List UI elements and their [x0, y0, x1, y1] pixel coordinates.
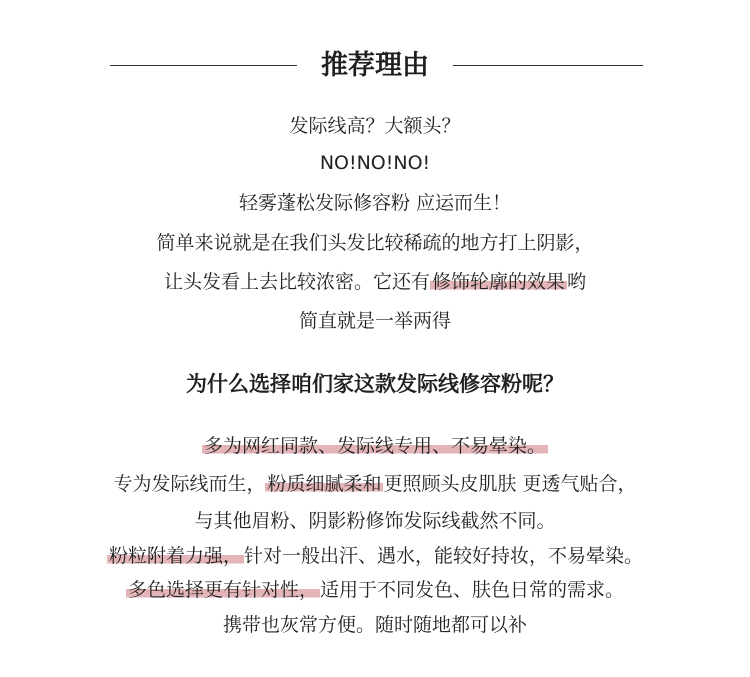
intro-line-4: 简单来说就是在我们头发比较稀疏的地方打上阴影， — [156, 232, 594, 254]
intro-line-3: 轻雾蓬松发际修容粉 应运而生！ — [238, 192, 512, 214]
why-line-5-highlight: 多色选择更有针对性， — [127, 579, 318, 601]
intro-line-1: 发际线高？大额头？ — [289, 115, 461, 137]
section-header — [0, 44, 750, 88]
intro-line-5 — [0, 268, 750, 296]
why-line-2-rest: 更照顾头皮肌肤 更透气贴合， — [383, 473, 637, 495]
why-line-4-rest: 针对一般出汗、遇水，能较好持妆，不易晕染。 — [244, 545, 644, 567]
why-line-4-highlight: 粉粒附着力强， — [108, 545, 242, 567]
why-heading: 为什么选择咱们家这款发际线修容粉呢？ — [186, 372, 564, 396]
why-line-4 — [0, 542, 750, 570]
why-line-2-highlight: 粉质细腻柔和 — [267, 473, 382, 495]
why-line-5-rest: 适用于不同发色、肤色日常的需求。 — [320, 579, 625, 601]
intro-line-5-text: 让头发看上去比较浓密。它还有 — [163, 271, 430, 293]
intro-line-5-suffix: 哟 — [567, 271, 587, 293]
why-line-1 — [0, 432, 750, 460]
why-line-1-highlight: 多为网红同款、发际线专用、不易晕染。 — [203, 435, 546, 457]
why-line-2-text: 专为发际线而生， — [113, 473, 266, 495]
why-line-5 — [0, 576, 750, 604]
intro-line-5-highlight: 修饰轮廓的效果 — [431, 271, 565, 293]
title-divider-right — [453, 65, 643, 66]
intro-line-6: 简直就是一举两得 — [298, 310, 451, 332]
intro-line-2: NO!NO!NO! — [319, 152, 431, 174]
why-line-3: 与其他眉粉、阴影粉修饰发际线截然不同。 — [194, 510, 556, 532]
section-title: 推荐理由 — [321, 50, 429, 81]
why-line-6: 携带也灰常方便。随时随地都可以补 — [222, 614, 527, 636]
why-line-2 — [0, 470, 750, 498]
